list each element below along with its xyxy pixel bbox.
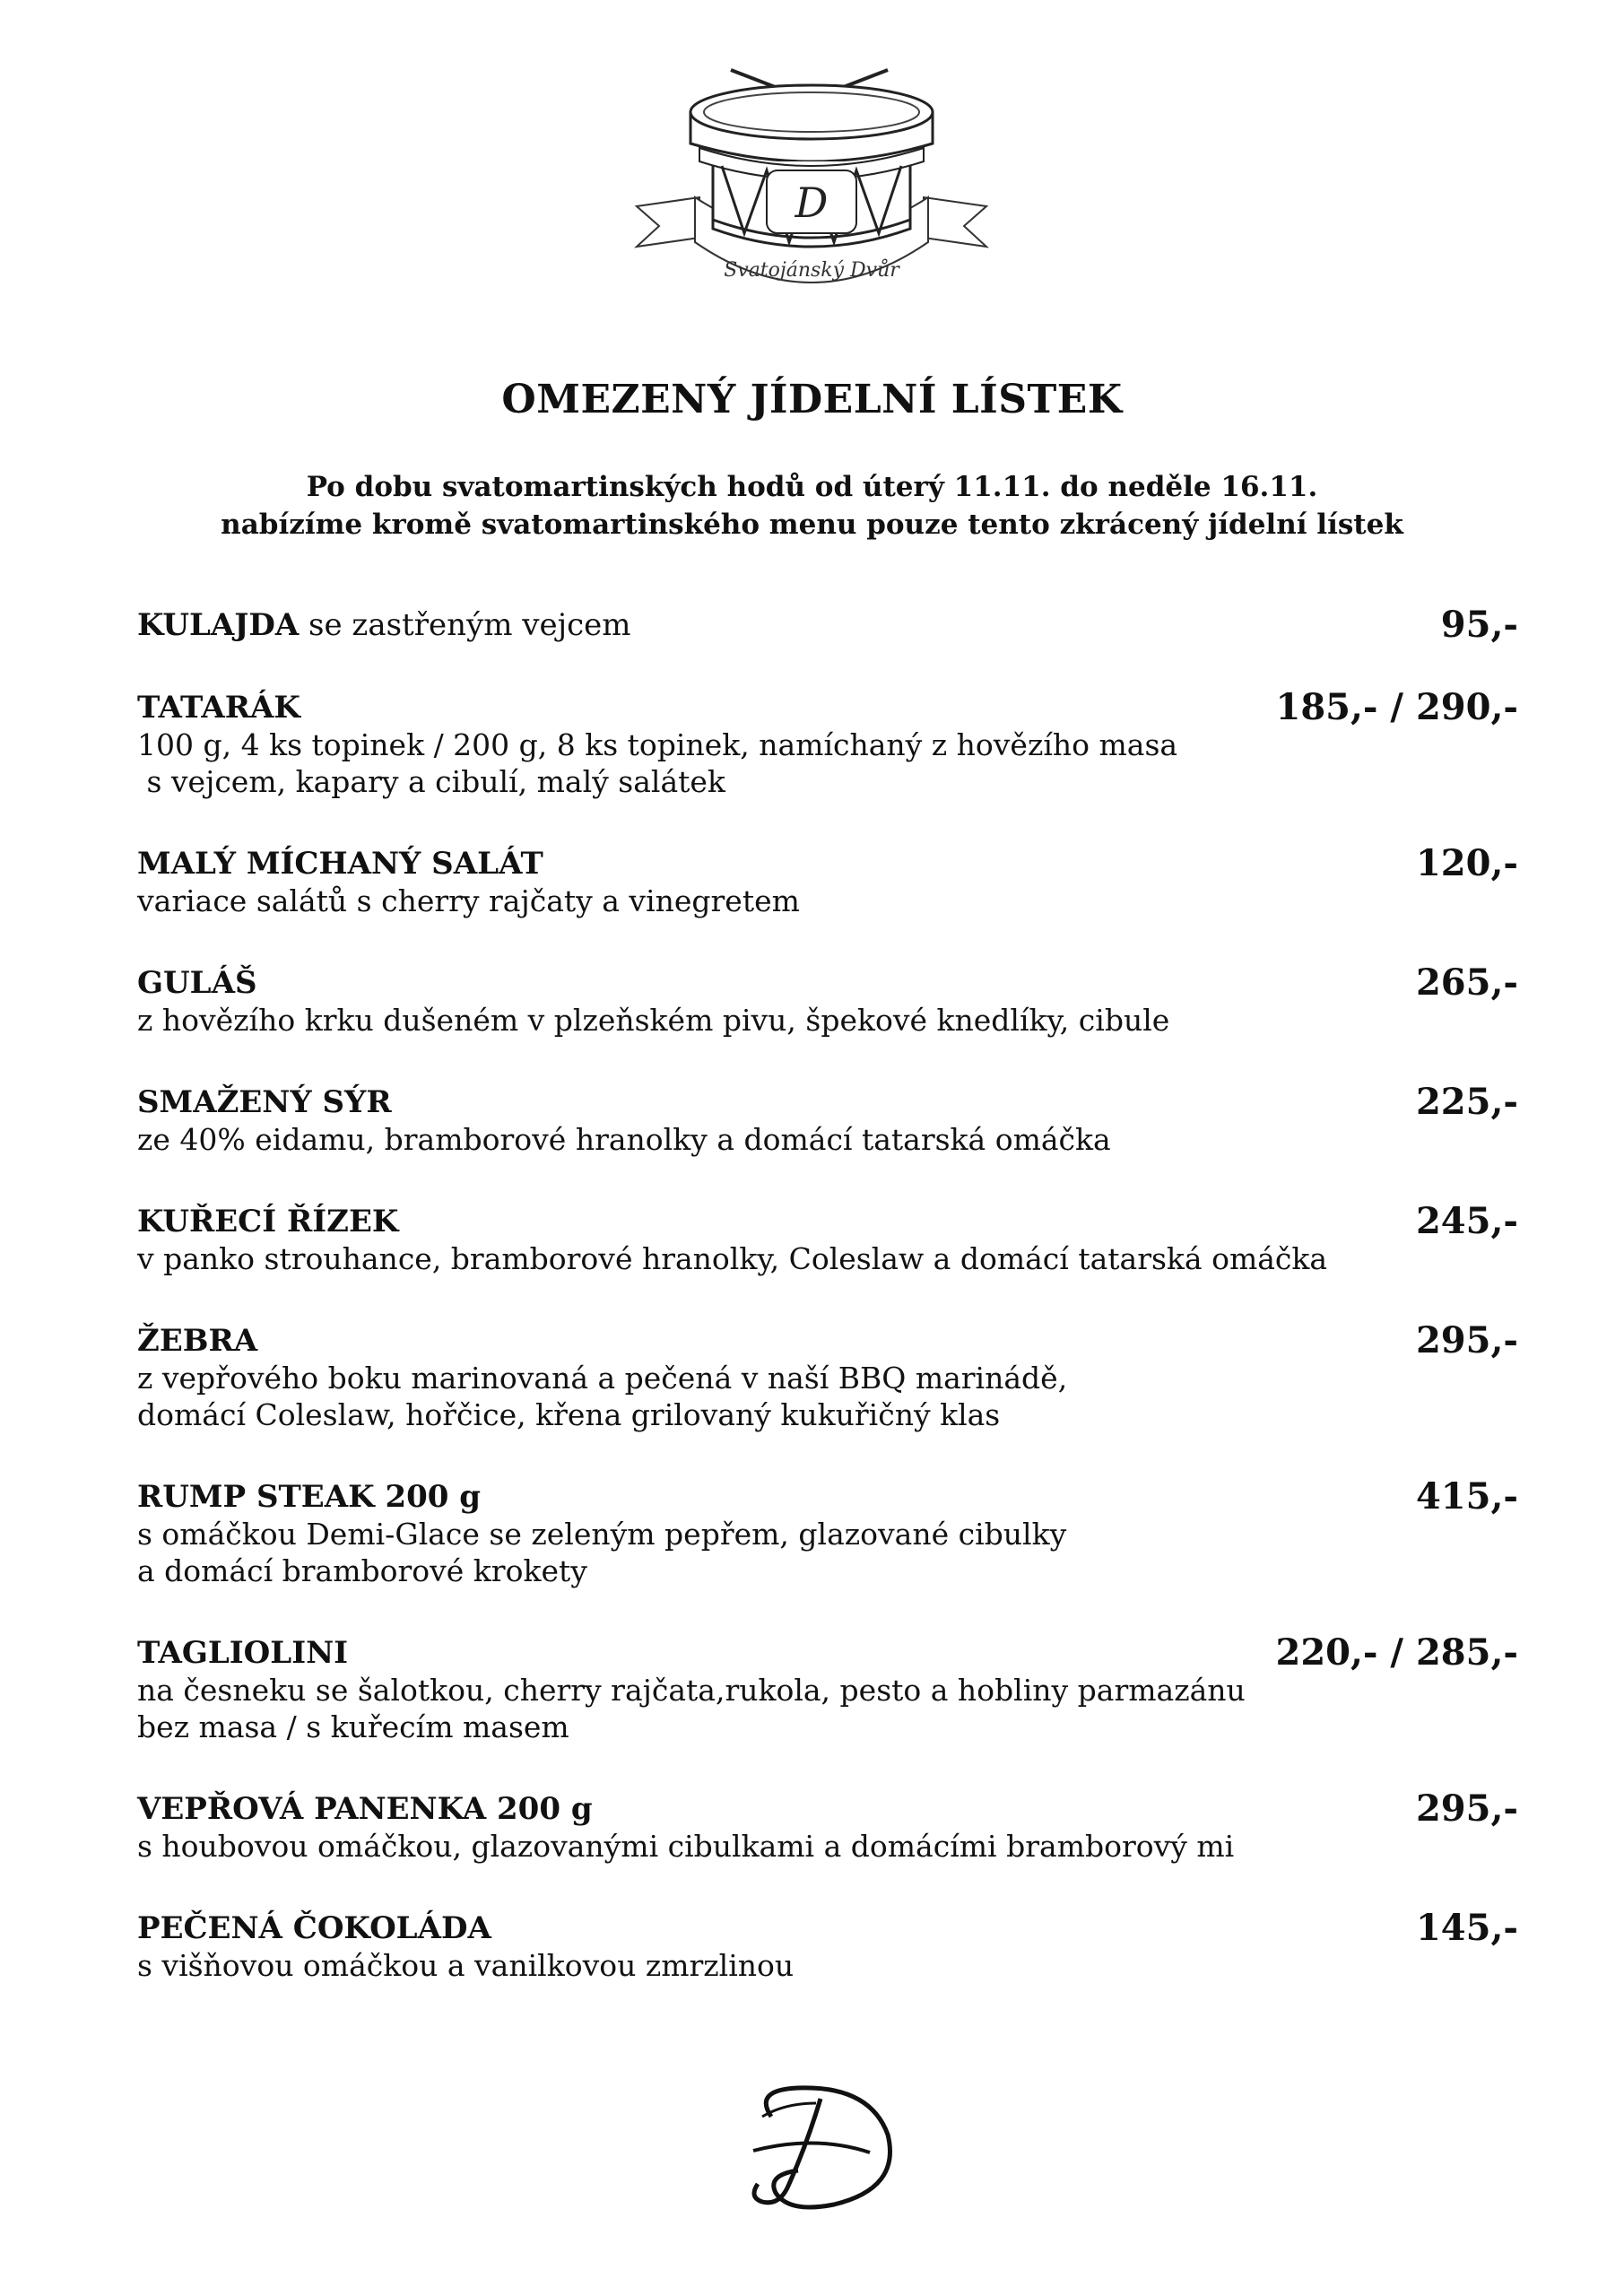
menu-item-price: 120,- [1415, 842, 1518, 884]
menu-list [137, 606, 1518, 2029]
menu-item-price: 295,- [1415, 1319, 1518, 1361]
menu-item-name: VEPŘOVÁ PANENKA 200 g [137, 1791, 593, 1827]
menu-item-name: TAGLIOLINI [137, 1635, 349, 1671]
menu-item [137, 1909, 1518, 1984]
menu-item-description: na česneku se šalotkou, cherry rajčata,rukola, pesto a hobliny parmazánu bez masa / s kuřecím masem [137, 1673, 1246, 1744]
menu-item-name: RUMP STEAK 200 g [137, 1479, 482, 1515]
menu-item [137, 686, 1518, 800]
subtitle-line-2: nabízíme kromě svatomartinského menu pouze tento zkrácený jídelní lístek [221, 509, 1403, 541]
subtitle [0, 468, 1624, 544]
menu-item-name: KUŘECÍ ŘÍZEK [137, 1204, 399, 1239]
menu-item [137, 1475, 1518, 1589]
menu-item-description: 100 g, 4 ks topinek / 200 g, 8 ks topinek, namíchaný z hovězího masa s vejcem, kapary a cibulí, malý salátek [137, 727, 1178, 799]
menu-item-name: PEČENÁ ČOKOLÁDA [137, 1910, 491, 1946]
menu-item [137, 1200, 1518, 1277]
drum-logo [628, 63, 995, 323]
menu-item-name: KULAJDA [137, 607, 300, 643]
menu-item-suffix: se zastřeným vejcem [299, 607, 631, 643]
menu-item [137, 961, 1518, 1039]
menu-item [137, 606, 1518, 644]
menu-item-name: MALÝ MÍCHANÝ SALÁT [137, 846, 543, 882]
monogram-logo [735, 2081, 906, 2215]
menu-item-description: s omáčkou Demi-Glace se zeleným pepřem, glazované cibulky a domácí bramborové krokety [137, 1517, 1067, 1588]
menu-item-name: SMAŽENÝ SÝR [137, 1084, 392, 1120]
page-title: OMEZENÝ JÍDELNÍ LÍSTEK [501, 377, 1123, 422]
menu-item [137, 1787, 1518, 1865]
menu-item-price: 185,- / 290,- [1275, 686, 1518, 728]
menu-item [137, 842, 1518, 919]
menu-item [137, 1631, 1518, 1745]
menu-item-price: 225,- [1415, 1081, 1518, 1123]
menu-item-description: s višňovou omáčkou a vanilkovou zmrzlinou [137, 1948, 795, 1983]
menu-item-price: 415,- [1415, 1475, 1518, 1518]
subtitle-line-1: Po dobu svatomartinských hodů od úterý 11.11. do neděle 16.11. [306, 471, 1318, 503]
menu-item-name: ŽEBRA [137, 1323, 258, 1359]
menu-item [137, 1083, 1518, 1158]
menu-item-name: GULÁŠ [137, 965, 257, 1001]
svg-text:D: D [795, 178, 829, 227]
menu-item-price: 245,- [1415, 1200, 1518, 1242]
menu-item-description: z hovězího krku dušeném v plzeňském pivu, špekové knedlíky, cibule [137, 1003, 1170, 1038]
menu-item-price: 295,- [1415, 1787, 1518, 1830]
menu-item [137, 1319, 1518, 1433]
menu-item-description: z vepřového boku marinovaná a pečená v naší BBQ marinádě, domácí Coleslaw, hořčice, křena grilovaný kukuřičný klas [137, 1361, 1068, 1432]
menu-item-price: 95,- [1440, 604, 1518, 646]
menu-item-description: s houbovou omáčkou, glazovanými cibulkami a domácími bramborový mi [137, 1829, 1235, 1864]
menu-item-price: 265,- [1415, 961, 1518, 1004]
menu-item-description: v panko strouhance, bramborové hranolky, Coleslaw a domácí tatarská omáčka [137, 1241, 1328, 1276]
menu-item-price: 220,- / 285,- [1275, 1631, 1518, 1674]
menu-item-price: 145,- [1415, 1907, 1518, 1949]
menu-item-description: variace salátů s cherry rajčaty a vinegretem [137, 883, 800, 918]
menu-item-description: ze 40% eidamu, bramborové hranolky a domácí tatarská omáčka [137, 1122, 1111, 1157]
logo-ribbon-text: Svatojánský Dvůr [724, 259, 899, 282]
menu-item-name: TATARÁK [137, 690, 300, 726]
